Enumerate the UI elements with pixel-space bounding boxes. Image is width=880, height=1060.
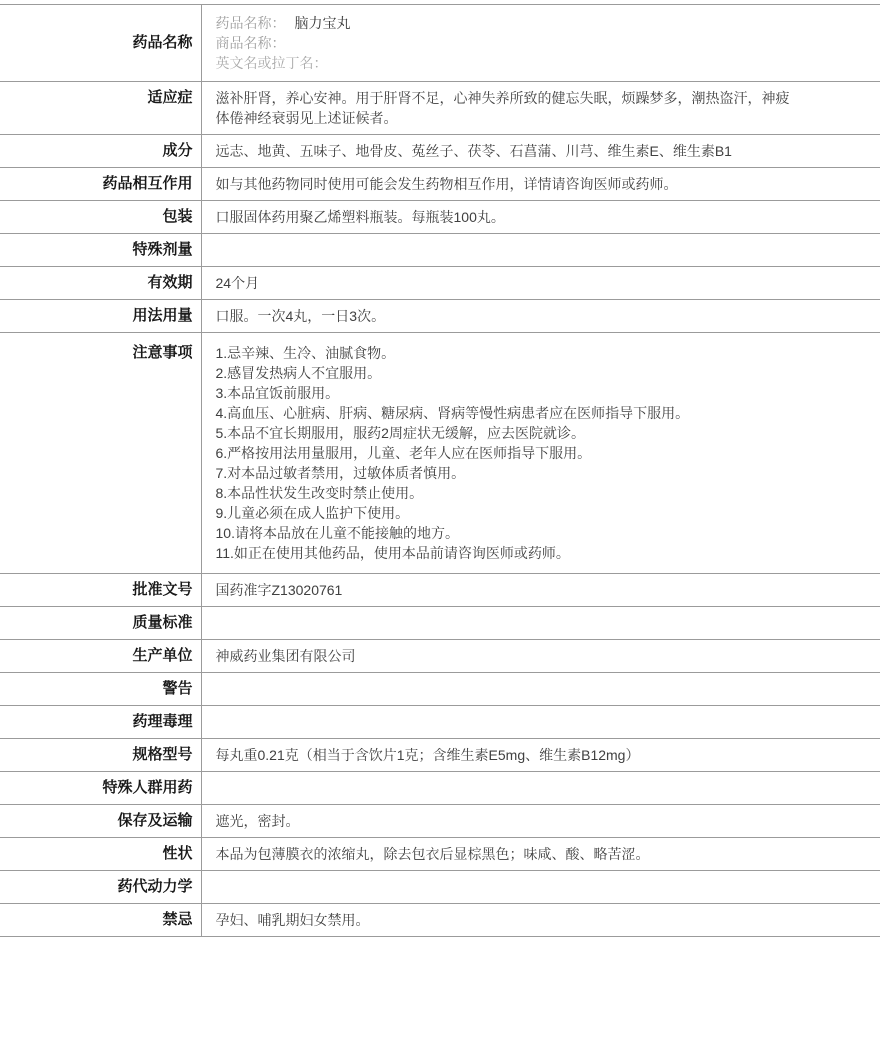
table-row-special-populations <box>0 772 880 805</box>
row-label: 适应症 <box>0 82 201 135</box>
row-value <box>201 673 880 706</box>
row-label: 药代动力学 <box>0 871 201 904</box>
row-label-precautions: 注意事项 <box>0 333 201 574</box>
precaution-item: 11.如正在使用其他药品，使用本品前请咨询医师或药师。 <box>215 545 570 561</box>
row-value: 国药准字Z13020761 <box>201 574 880 607</box>
table-row-drug-name <box>0 5 880 82</box>
table-row-dosage-usage <box>0 300 880 333</box>
row-value <box>201 871 880 904</box>
table-row-special-dosage <box>0 234 880 267</box>
precaution-item: 7.对本品过敏者禁用，过敏体质者慎用。 <box>215 465 466 481</box>
table-row-packaging <box>0 201 880 234</box>
precaution-item: 3.本品宜饭前服用。 <box>215 385 340 401</box>
row-value <box>201 607 880 640</box>
row-label: 生产单位 <box>0 640 201 673</box>
row-label: 禁忌 <box>0 904 201 937</box>
precaution-item: 9.儿童必须在成人监护下使用。 <box>215 505 410 521</box>
row-value: 远志、地黄、五味子、地骨皮、菟丝子、茯苓、石菖蒲、川芎、维生素E、维生素B1 <box>201 135 880 168</box>
row-label: 保存及运输 <box>0 805 201 838</box>
row-label: 有效期 <box>0 267 201 300</box>
row-label: 用法用量 <box>0 300 201 333</box>
row-value <box>201 772 880 805</box>
table-row-quality-standard <box>0 607 880 640</box>
row-value <box>201 234 880 267</box>
row-label: 警告 <box>0 673 201 706</box>
row-value: 孕妇、哺乳期妇女禁用。 <box>201 904 880 937</box>
precaution-item: 8.本品性状发生改变时禁止使用。 <box>215 485 424 501</box>
row-label: 药理毒理 <box>0 706 201 739</box>
row-label: 特殊人群用药 <box>0 772 201 805</box>
field-label: 商品名称： <box>215 35 286 51</box>
table-row-characteristics <box>0 838 880 871</box>
table-row-precautions <box>0 333 880 574</box>
row-label: 批准文号 <box>0 574 201 607</box>
row-label: 性状 <box>0 838 201 871</box>
row-label-drug-name: 药品名称 <box>0 5 201 82</box>
trade-name-field <box>216 33 871 53</box>
row-value: 神威药业集团有限公司 <box>201 640 880 673</box>
table-row-specification <box>0 739 880 772</box>
table-row-approval-number <box>0 574 880 607</box>
precaution-item: 5.本品不宜长期服用，服药2周症状无缓解，应去医院就诊。 <box>215 425 585 441</box>
row-value: 24个月 <box>201 267 880 300</box>
row-value: 滋补肝肾，养心安神。用于肝肾不足，心神失养所致的健忘失眠，烦躁梦多，潮热盗汗，神疲体倦神经衰弱见上述证候者。 <box>201 82 880 135</box>
precaution-item: 2.感冒发热病人不宜服用。 <box>215 365 382 381</box>
row-value: 口服固体药用聚乙烯塑料瓶装。每瓶装100丸。 <box>201 201 880 234</box>
field-label: 药品名称： <box>215 15 286 31</box>
row-value-precautions <box>201 333 880 574</box>
row-value: 如与其他药物同时使用可能会发生药物相互作用，详情请咨询医师或药师。 <box>201 168 880 201</box>
precaution-item: 6.严格按用法用量服用，儿童、老年人应在医师指导下服用。 <box>215 445 592 461</box>
row-value: 每丸重0.21克（相当于含饮片1克；含维生素E5mg、维生素B12mg） <box>201 739 880 772</box>
table-row-contraindications <box>0 904 880 937</box>
drug-info-table <box>0 4 880 937</box>
field-label: 英文名或拉丁名： <box>215 55 328 71</box>
table-row-manufacturer <box>0 640 880 673</box>
drug-name-value: 脑力宝丸 <box>294 15 351 31</box>
row-value: 口服。一次4丸，一日3次。 <box>201 300 880 333</box>
table-row-shelf-life <box>0 267 880 300</box>
row-label: 包装 <box>0 201 201 234</box>
row-value: 本品为包薄膜衣的浓缩丸，除去包衣后显棕黑色；味咸、酸、略苦涩。 <box>201 838 880 871</box>
row-label: 成分 <box>0 135 201 168</box>
row-value <box>201 706 880 739</box>
table-row-ingredients <box>0 135 880 168</box>
row-label: 质量标准 <box>0 607 201 640</box>
table-row-indications <box>0 82 880 135</box>
drug-name-field <box>216 13 871 33</box>
table-row-drug-interactions <box>0 168 880 201</box>
row-label: 药品相互作用 <box>0 168 201 201</box>
precaution-item: 1.忌辛辣、生冷、油腻食物。 <box>215 345 396 361</box>
latin-name-field <box>216 53 871 73</box>
table-row-storage-transport <box>0 805 880 838</box>
table-row-pharmacology-toxicology <box>0 706 880 739</box>
row-label: 规格型号 <box>0 739 201 772</box>
table-row-warning <box>0 673 880 706</box>
row-label: 特殊剂量 <box>0 234 201 267</box>
precaution-item: 10.请将本品放在儿童不能接触的地方。 <box>215 525 459 541</box>
row-value-drug-name <box>201 5 880 82</box>
precaution-item: 4.高血压、心脏病、肝病、糖尿病、肾病等慢性病患者应在医师指导下服用。 <box>215 405 690 421</box>
table-row-pharmacokinetics <box>0 871 880 904</box>
row-value: 遮光，密封。 <box>201 805 880 838</box>
